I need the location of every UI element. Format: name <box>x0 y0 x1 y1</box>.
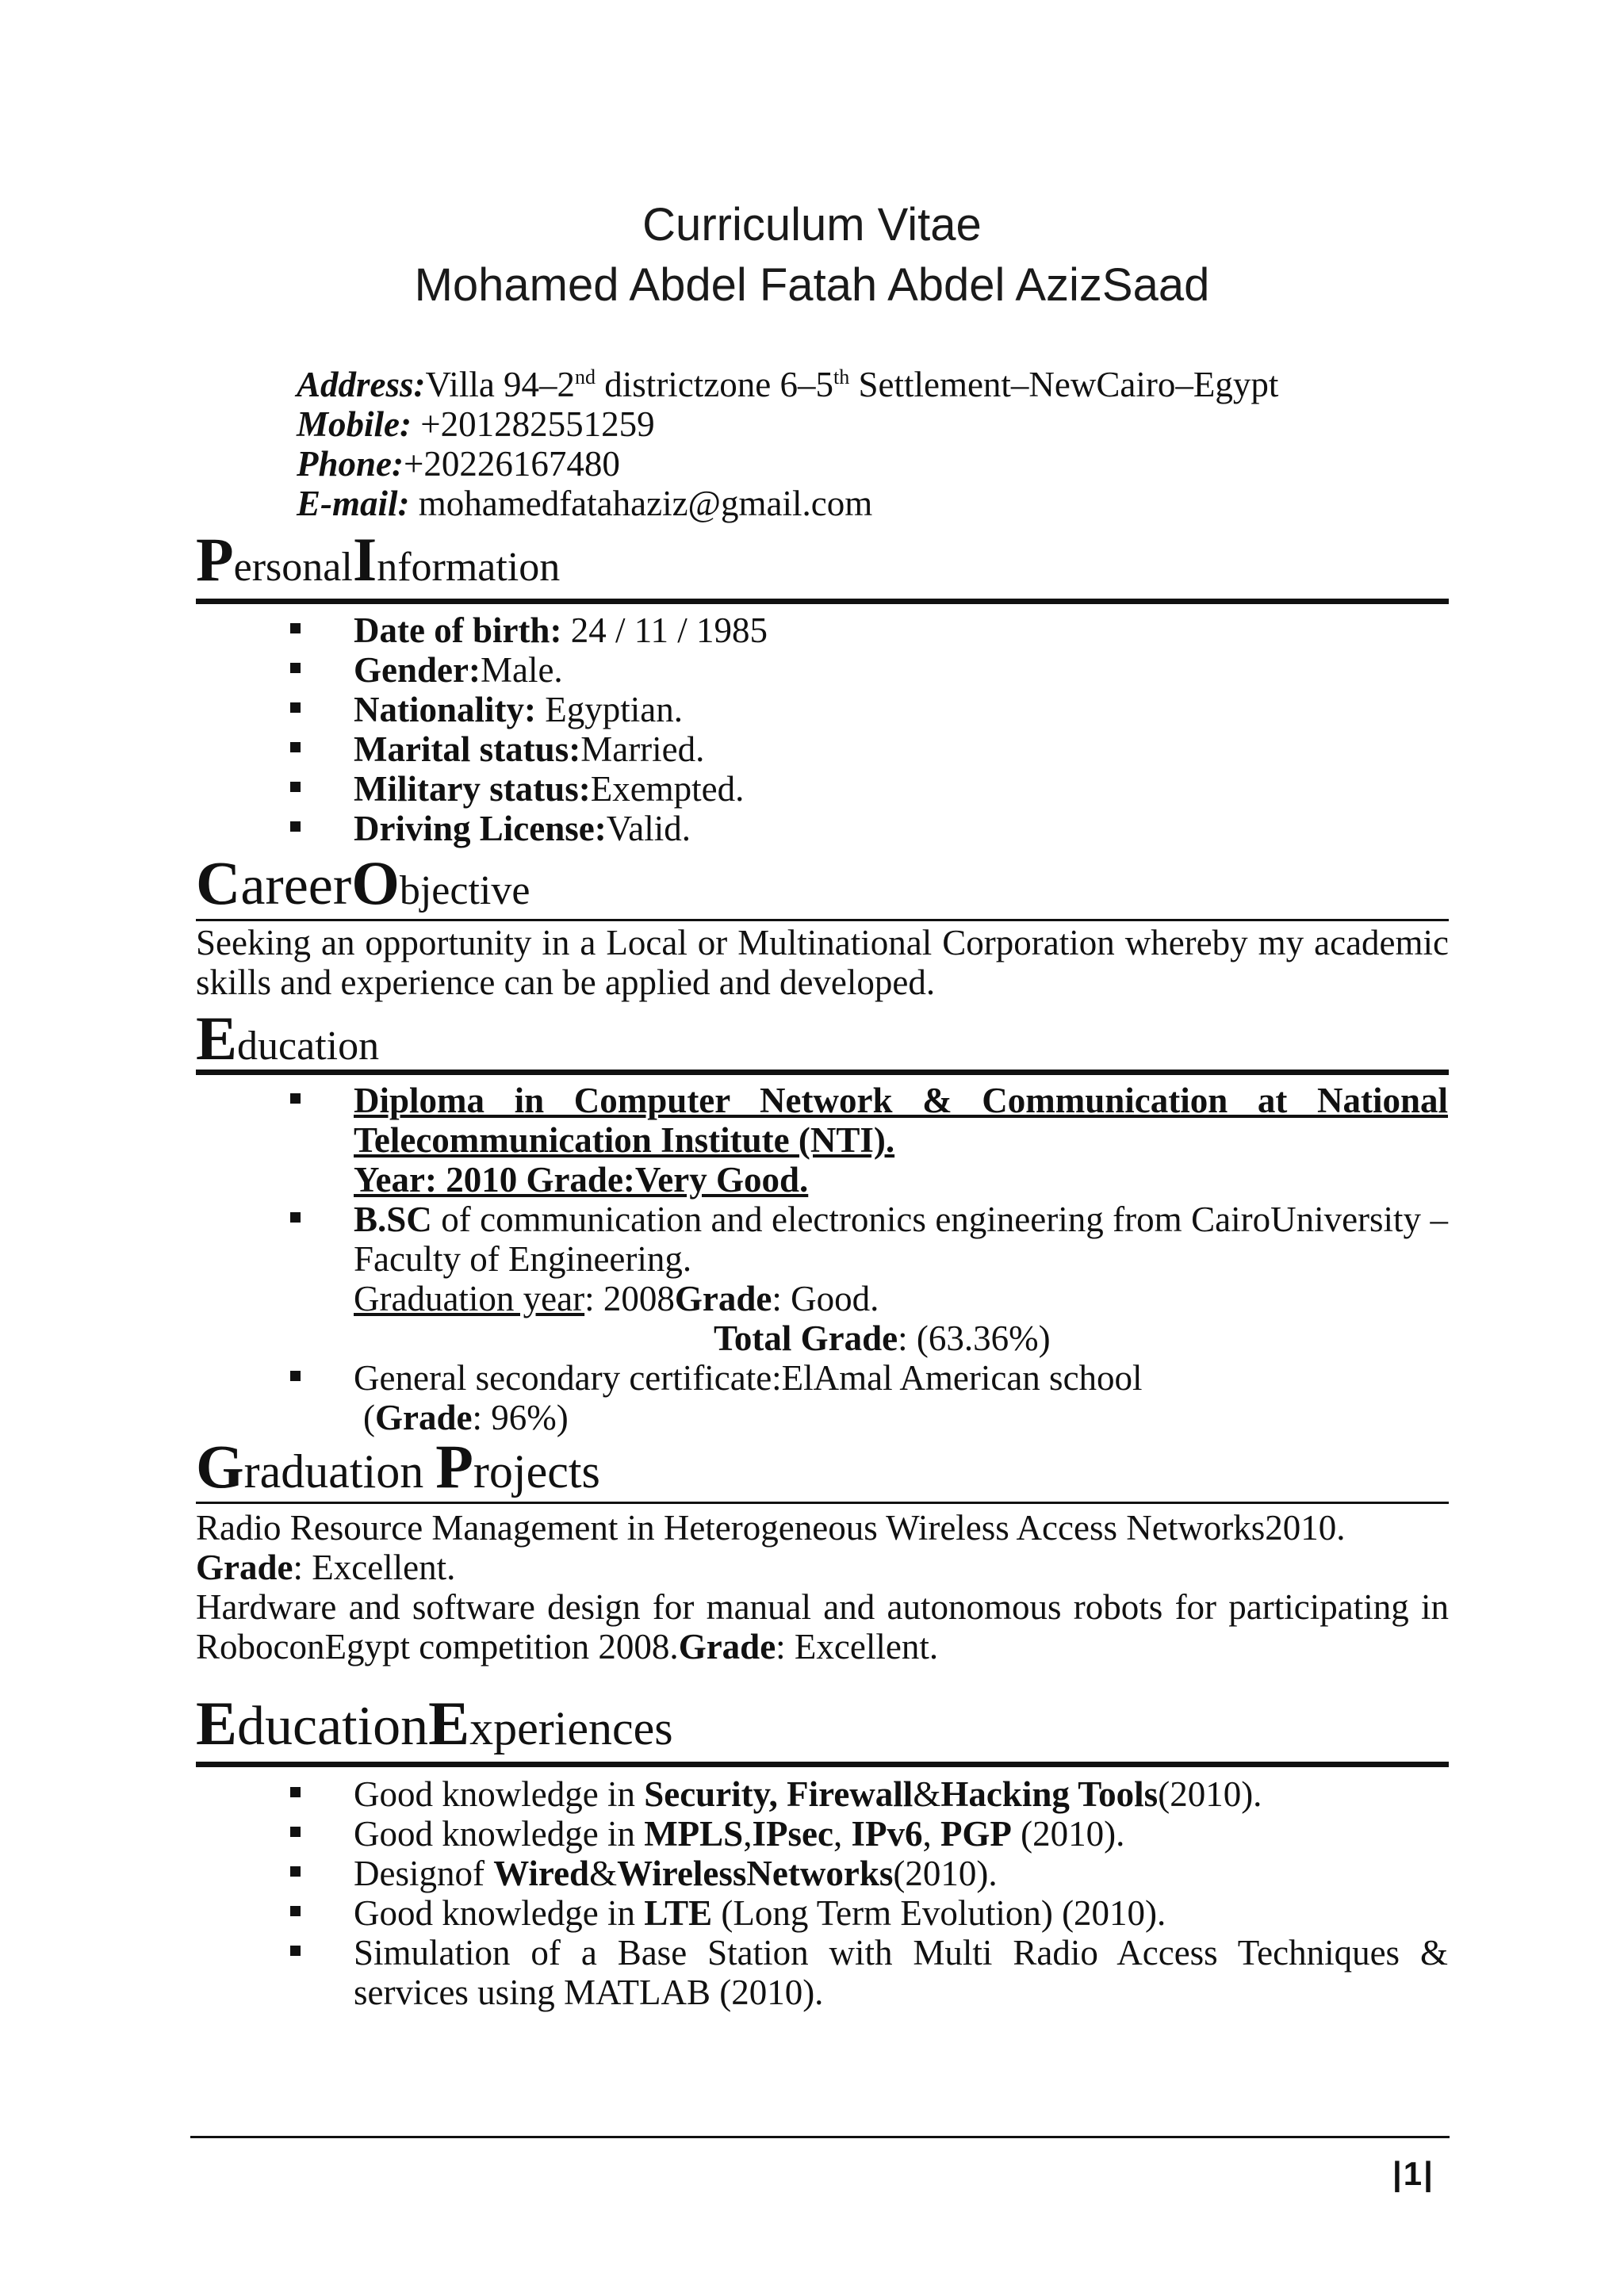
document-title: Curriculum Vitae <box>642 199 982 251</box>
project-1 <box>196 1508 1449 1587</box>
section-divider <box>196 1502 1449 1504</box>
field-value: : (63.36%) <box>898 1318 1051 1358</box>
list-item <box>290 809 1448 848</box>
project-2-title: Hardware and software design for manual and autonomous robots for participating in RoboconEgypt competition 2008. <box>196 1587 1449 1667</box>
heading-text: bjective <box>399 868 530 913</box>
item-text: Good knowledge in <box>354 1893 645 1933</box>
heading-initial: E <box>428 1689 470 1758</box>
item-keyword: IPsec <box>752 1814 833 1854</box>
heading-text: ducation <box>237 1024 380 1069</box>
item-text: (2010). <box>1011 1814 1125 1854</box>
item-text: & <box>913 1774 941 1814</box>
bullet-square-icon <box>290 782 301 792</box>
career-objective-text: Seeking an opportunity in a Local or Multinational Corporation whereby my academic skills and experience can be applied and developed. <box>196 923 1449 1002</box>
field-label: Grade <box>678 1627 776 1667</box>
field-value: : Good. <box>772 1279 879 1318</box>
item-text: , <box>833 1814 852 1854</box>
heading-text: areer <box>240 855 352 916</box>
field-label: Marital status: <box>354 729 581 769</box>
heading-initial: O <box>351 848 400 917</box>
field-value: 24 / 11 / 1985 <box>561 610 768 650</box>
heading-text: nformation <box>377 545 561 590</box>
field-label: Date of birth: <box>354 610 562 650</box>
item-keyword: Hacking Tools <box>940 1774 1159 1814</box>
address-label: Address: <box>297 365 426 404</box>
heading-text: raduation <box>243 1445 436 1498</box>
mobile-label: Mobile: <box>297 404 412 444</box>
field-value: Exempted. <box>590 769 745 809</box>
field-value: : 96%) <box>472 1398 569 1437</box>
item-text: Good knowledge in <box>354 1814 645 1854</box>
item-keyword: PGP <box>940 1814 1012 1854</box>
degree-desc: of communication and electronics engineering from CairoUniversity – Faculty of Engineering. <box>354 1200 1448 1279</box>
bullet-square-icon <box>290 1946 301 1956</box>
bullet-square-icon <box>290 663 301 673</box>
item-text: , <box>922 1814 940 1854</box>
phone-label: Phone: <box>297 444 404 484</box>
education-experiences-heading <box>196 1689 1449 1758</box>
heading-text: ducation <box>237 1696 429 1757</box>
field-label: Total Grade <box>714 1318 898 1358</box>
career-objective-heading <box>196 848 1449 917</box>
item-keyword: IPv6 <box>851 1814 923 1854</box>
item-keyword: WirelessNetworks <box>617 1854 894 1893</box>
field-label: Driving License: <box>354 809 607 848</box>
address-sup2: th <box>833 365 850 388</box>
graduation-projects-heading <box>196 1432 1449 1501</box>
list-item <box>290 1933 1448 2012</box>
list-item <box>290 1893 1448 1933</box>
paren: ( <box>363 1398 375 1437</box>
bullet-square-icon <box>290 1866 301 1877</box>
address-part2: districtzone 6–5 <box>596 365 833 404</box>
heading-initial: C <box>196 848 241 917</box>
field-value: : Excellent. <box>293 1548 456 1587</box>
bsc-text <box>354 1200 1448 1279</box>
project-1-title: Radio Resource Management in Heterogeneous Wireless Access Networks2010. <box>196 1508 1346 1548</box>
address-part1: Villa 94–2 <box>425 365 576 404</box>
email-row <box>297 484 1278 523</box>
section-divider <box>196 599 1449 604</box>
list-item <box>290 729 1448 769</box>
document-header <box>0 195 1624 316</box>
personal-info-heading <box>196 525 1449 594</box>
item-text: Simulation of a Base Station with Multi Radio Access Techniques & services using MATLAB (2010). <box>354 1933 1448 2012</box>
phone-value: +20226167480 <box>404 444 620 484</box>
section-divider <box>196 1762 1449 1767</box>
heading-text: ersonal <box>233 545 353 590</box>
field-value: Egyptian. <box>536 690 683 729</box>
list-item <box>290 650 1448 690</box>
list-item <box>290 1081 1448 1200</box>
secondary-grade-row <box>354 1398 1448 1437</box>
diploma-year-grade: Year: 2010 Grade:Very Good. <box>354 1160 809 1200</box>
item-text: (2010). <box>1158 1774 1262 1814</box>
mobile-value: +201282551259 <box>411 404 655 444</box>
item-text: Designof <box>354 1854 494 1893</box>
field-value: Married. <box>580 729 705 769</box>
bullet-square-icon <box>290 742 301 752</box>
experiences-list <box>290 1774 1448 2012</box>
field-label: Military status: <box>354 769 591 809</box>
field-label: Graduation year <box>354 1279 585 1318</box>
education-list <box>290 1081 1448 1437</box>
field-label: Grade <box>375 1398 473 1437</box>
heading-initial: E <box>196 1689 238 1758</box>
field-value: Valid. <box>606 809 691 848</box>
field-label: Nationality: <box>354 690 536 729</box>
bullet-square-icon <box>290 1212 301 1223</box>
page-number: |1| <box>1392 2155 1434 2192</box>
bullet-square-icon <box>290 1827 301 1837</box>
list-item <box>290 690 1448 729</box>
list-item <box>290 1854 1448 1893</box>
personal-info-list <box>290 610 1448 848</box>
section-divider <box>196 1070 1449 1075</box>
secondary-text: General secondary certificate:ElAmal American school <box>354 1358 1143 1398</box>
bullet-square-icon <box>290 1906 301 1916</box>
item-text: , <box>743 1814 753 1854</box>
heading-initial: G <box>196 1432 244 1501</box>
field-label: Grade <box>196 1548 293 1587</box>
candidate-name: Mohamed Abdel Fatah Abdel AzizSaad <box>414 259 1210 311</box>
item-keyword: MPLS <box>644 1814 744 1854</box>
field-label: Grade <box>674 1279 772 1318</box>
field-value: Male. <box>480 650 563 690</box>
project-2 <box>196 1587 1449 1667</box>
bullet-square-icon <box>290 1371 301 1381</box>
item-keyword: LTE <box>644 1893 713 1933</box>
list-item <box>290 1814 1448 1854</box>
contact-block <box>297 365 1278 523</box>
heading-initial: P <box>435 1432 473 1501</box>
diploma-text: Diploma in Computer Network & Communication at National Telecommunication Institute (NTI). <box>354 1081 1448 1160</box>
heading-text: xperiences <box>469 1702 673 1755</box>
item-text: (Long Term Evolution) (2010). <box>712 1893 1166 1933</box>
heading-text: rojects <box>473 1445 600 1498</box>
field-value: : Excellent. <box>776 1627 939 1667</box>
item-keyword: Wired <box>493 1854 590 1893</box>
bullet-square-icon <box>290 821 301 832</box>
field-value: : 2008 <box>584 1279 675 1318</box>
item-keyword: Security, Firewall <box>644 1774 914 1814</box>
email-value: mohamedfatahaziz@gmail.com <box>409 484 873 523</box>
project-1-grade <box>196 1548 1449 1587</box>
bullet-square-icon <box>290 702 301 713</box>
education-heading <box>196 1004 1449 1073</box>
email-label: E-mail: <box>297 484 410 523</box>
bullet-square-icon <box>290 1093 301 1104</box>
list-item <box>290 769 1448 809</box>
item-text: & <box>589 1854 618 1893</box>
address-row <box>297 365 1278 404</box>
list-item <box>290 1358 1448 1437</box>
item-text: Good knowledge in <box>354 1774 645 1814</box>
section-divider <box>196 919 1449 921</box>
graduation-year-row <box>354 1279 1448 1318</box>
item-text: (2010). <box>893 1854 998 1893</box>
list-item <box>290 1774 1448 1814</box>
total-grade-row <box>354 1318 1448 1358</box>
address-sup1: nd <box>575 365 596 388</box>
list-item <box>290 1200 1448 1358</box>
address-part3: Settlement–NewCairo–Egypt <box>849 365 1279 404</box>
degree-label: B.SC <box>354 1200 432 1239</box>
bullet-square-icon <box>290 1787 301 1797</box>
heading-initial: P <box>196 525 234 594</box>
heading-initial: E <box>196 1004 238 1073</box>
field-label: Gender: <box>354 650 481 690</box>
footer-divider <box>190 2136 1450 2138</box>
list-item <box>290 610 1448 650</box>
heading-initial: I <box>352 525 377 594</box>
bullet-square-icon <box>290 623 301 633</box>
mobile-row <box>297 404 1278 444</box>
phone-row <box>297 444 1278 484</box>
